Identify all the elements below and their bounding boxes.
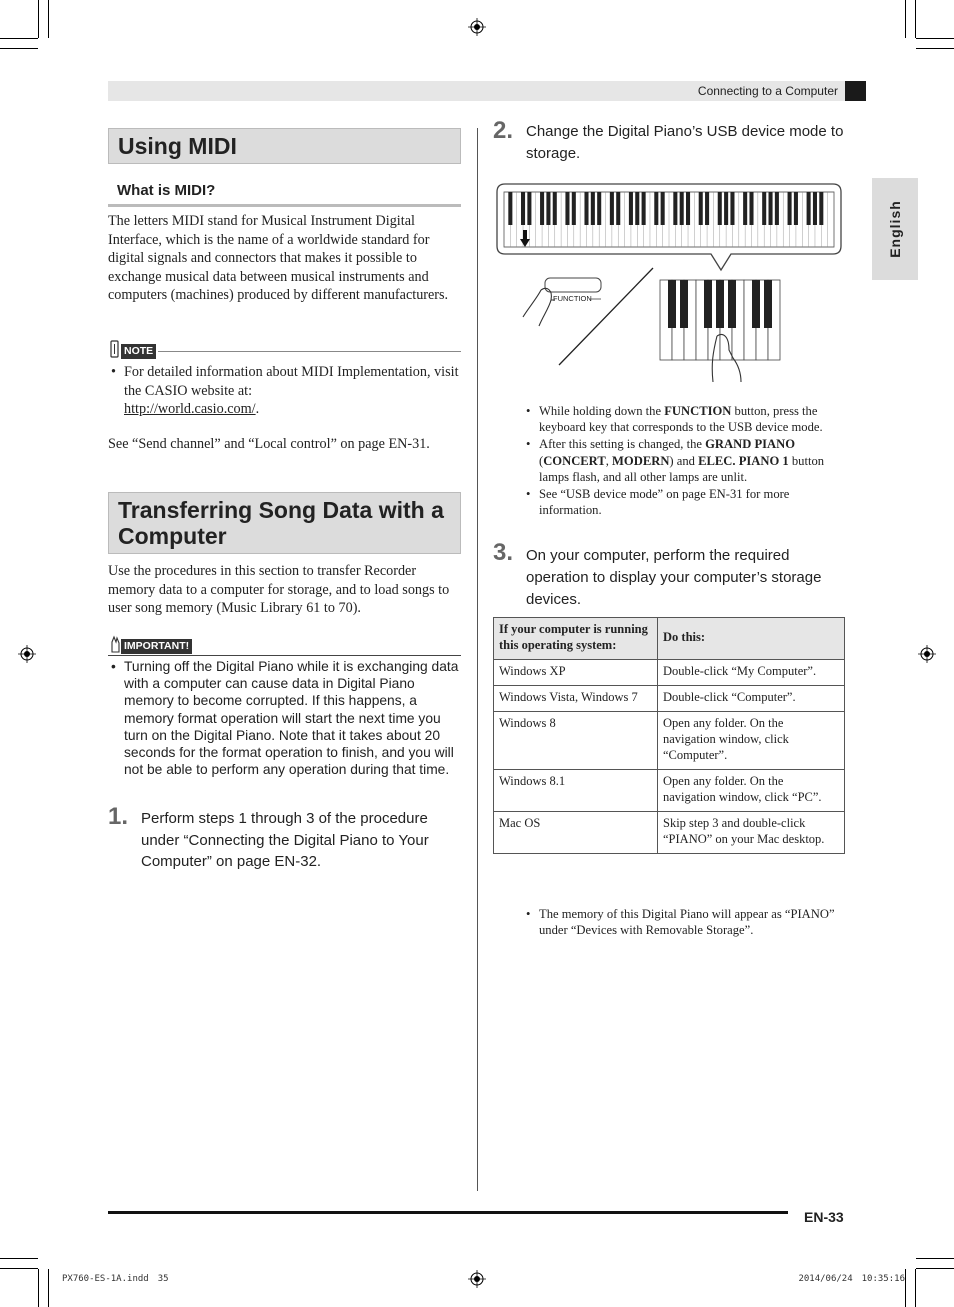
button-name: ELEC. PIANO 1	[698, 453, 789, 468]
casio-website-link[interactable]: http://world.casio.com/	[124, 401, 256, 418]
section-title-using-midi: Using MIDI	[108, 128, 461, 164]
black-key	[749, 192, 753, 225]
crop-mark	[916, 38, 954, 39]
note-pencil-icon	[108, 340, 121, 360]
black-key	[540, 192, 544, 225]
button-name: FUNCTION	[664, 404, 732, 418]
table-cell-action: Open any folder. On the navigation window, click “Computer”.	[658, 712, 845, 770]
page-number: EN-33	[804, 1209, 844, 1225]
black-key	[769, 192, 773, 225]
black-key	[616, 192, 620, 225]
black-key	[610, 192, 614, 225]
black-key	[680, 192, 684, 225]
language-tab	[872, 178, 918, 280]
slug-file: PX760-ES-1A.indd 35	[62, 1274, 169, 1284]
keyboard-illustration	[493, 182, 848, 382]
step-2-note	[523, 403, 845, 435]
table-row	[494, 770, 845, 812]
crop-mark	[38, 1269, 39, 1307]
note-text: button, press the keyboard key that corresponds to the USB device mode.	[539, 404, 823, 435]
registration-mark-icon	[468, 18, 486, 36]
black-key	[819, 192, 823, 225]
black-key	[572, 192, 576, 225]
table-header-os: If your computer is running this operating system:	[494, 618, 658, 660]
step-2-note	[523, 436, 845, 485]
black-key	[730, 192, 734, 225]
black-key	[716, 280, 724, 328]
important-list	[108, 658, 461, 778]
crop-mark	[0, 1258, 38, 1259]
black-key	[584, 192, 588, 225]
black-key	[724, 192, 728, 225]
black-key	[673, 192, 677, 225]
black-key	[508, 192, 512, 225]
crop-mark	[916, 1258, 954, 1259]
black-key	[794, 192, 798, 225]
table-row	[494, 686, 845, 712]
important-heading	[108, 634, 461, 656]
black-key	[807, 192, 811, 225]
table-cell-action: Double-click “My Computer”.	[658, 660, 845, 686]
table-notes	[523, 906, 845, 938]
crop-mark	[0, 38, 38, 39]
black-key	[521, 192, 525, 225]
black-key	[775, 192, 779, 225]
black-key	[718, 192, 722, 225]
table-row	[494, 812, 845, 854]
crop-mark	[0, 48, 38, 49]
note-text: button lamps flash, and all other lamps are unlit.	[539, 453, 825, 484]
button-name: GRAND PIANO	[705, 437, 796, 452]
black-key	[752, 280, 760, 328]
column-divider	[477, 128, 478, 1191]
step-2-note	[523, 486, 845, 518]
running-header	[108, 81, 866, 101]
table-row	[494, 712, 845, 770]
table-cell-os: Windows 8.1	[494, 770, 658, 812]
black-key	[553, 192, 557, 225]
note-text: (	[539, 453, 544, 468]
crop-mark	[48, 1269, 49, 1307]
crop-mark	[916, 48, 954, 49]
note-text: While holding down the	[539, 404, 665, 418]
os-instructions-table	[493, 617, 845, 854]
step-2-text: Change the Digital Piano’s USB device mode to storage.	[526, 123, 844, 162]
black-key	[813, 192, 817, 225]
running-header-title: Connecting to a Computer	[697, 84, 838, 98]
button-name: CONCERT	[543, 453, 606, 468]
table-cell-action: Open any folder. On the navigation window, click “PC”.	[658, 770, 845, 812]
black-key	[629, 192, 633, 225]
note-text: See “USB device mode” on page EN-31 for more information.	[539, 487, 790, 518]
table-header-row	[494, 618, 845, 660]
black-key	[704, 280, 712, 328]
note-text: After this setting is changed, the	[539, 437, 706, 452]
black-key	[546, 192, 550, 225]
table-cell-os: Windows XP	[494, 660, 658, 686]
black-key	[635, 192, 639, 225]
note-text: ,	[605, 453, 613, 468]
registration-mark-icon	[18, 645, 36, 663]
table-note: • The memory of this Digital Piano will appear as “PIANO” under “Devices with Removable Storage”.	[523, 906, 845, 938]
header-block	[845, 81, 866, 101]
crop-mark	[916, 1268, 954, 1269]
crop-mark	[48, 0, 49, 38]
step-1-text: Perform steps 1 through 3 of the procedure under “Connecting the Digital Piano to Your Computer” on page EN-32.	[141, 810, 429, 870]
note-text: ) and	[669, 453, 699, 468]
step-3-text: On your computer, perform the required operation to display your computer’s storage devices.	[526, 547, 822, 608]
crop-mark	[905, 1269, 906, 1307]
table-cell-os: Mac OS	[494, 812, 658, 854]
subhead-what-is-midi: What is MIDI?	[108, 182, 461, 207]
note-text: For detailed information about MIDI Implementation, visit the CASIO website at:	[124, 364, 459, 399]
table-cell-os: Windows Vista, Windows 7	[494, 686, 658, 712]
step-2-notes	[523, 403, 845, 518]
note-item: • For detailed information about MIDI Implementation, visit the CASIO website at: http://world.casio.com/.	[108, 363, 461, 419]
black-key	[591, 192, 595, 225]
black-key	[661, 192, 665, 225]
paragraph-see-also: See “Send channel” and “Local control” on page EN-31.	[108, 436, 430, 452]
black-key	[642, 192, 646, 225]
black-key	[680, 280, 688, 328]
function-button-label: FUNCTION	[553, 294, 592, 303]
registration-mark-icon	[468, 1270, 486, 1288]
black-key	[565, 192, 569, 225]
black-key	[728, 280, 736, 328]
crop-mark	[905, 0, 906, 38]
step-number: 1.	[108, 803, 129, 830]
footer-rule	[108, 1211, 788, 1214]
section-title-transferring: Transferring Song Data with a Computer	[108, 492, 461, 554]
table-cell-action: Skip step 3 and double-click “PIANO” on your Mac desktop.	[658, 812, 845, 854]
note-heading	[108, 340, 461, 360]
step-number: 2.	[493, 117, 514, 144]
crop-mark	[915, 0, 916, 38]
important-hand-icon	[108, 634, 122, 654]
paragraph-what-is-midi: The letters MIDI stand for Musical Instrument Digital Interface, which is the name of a worldwide standard for digital signals and connectors that makes it possible to exchange musical data between musical instruments and computers (machines) produced by different manufacturers.	[108, 213, 449, 304]
black-key	[597, 192, 601, 225]
black-key	[705, 192, 709, 225]
note-list	[108, 363, 461, 419]
black-key	[527, 192, 531, 225]
button-name: MODERN	[612, 453, 670, 468]
crop-mark	[915, 1269, 916, 1307]
table-row	[494, 660, 845, 686]
black-key	[764, 280, 772, 328]
black-key	[654, 192, 658, 225]
table-cell-os: Windows 8	[494, 712, 658, 770]
black-key	[668, 280, 676, 328]
paragraph-transfer-intro: Use the procedures in this section to transfer Recorder memory data to a computer for storage, and to load songs to user song memory (Music Library 61 to 70).	[108, 563, 450, 617]
important-badge: IMPORTANT!	[121, 639, 192, 654]
slug-date: 2014/06/24 10:35:16	[798, 1274, 905, 1284]
table-cell-action: Double-click “Computer”.	[658, 686, 845, 712]
black-key	[743, 192, 747, 225]
black-key	[686, 192, 690, 225]
black-key	[788, 192, 792, 225]
language-tab-label: English	[887, 200, 903, 258]
registration-mark-icon	[918, 645, 936, 663]
crop-mark	[38, 0, 39, 38]
crop-mark	[0, 1268, 38, 1269]
important-item: • Turning off the Digital Piano while it is exchanging data with a computer can cause data in Digital Piano memory to become corrupted. If this happens, a memory format operation will start the next time you turn on the Digital Piano. Note that it takes about 20 seconds for the format operation to finish, and you will not be able to perform any operation during that time.	[108, 658, 461, 778]
black-key	[699, 192, 703, 225]
black-key	[762, 192, 766, 225]
table-header-action: Do this:	[658, 618, 845, 660]
step-number: 3.	[493, 539, 514, 566]
note-badge: NOTE	[121, 344, 156, 359]
